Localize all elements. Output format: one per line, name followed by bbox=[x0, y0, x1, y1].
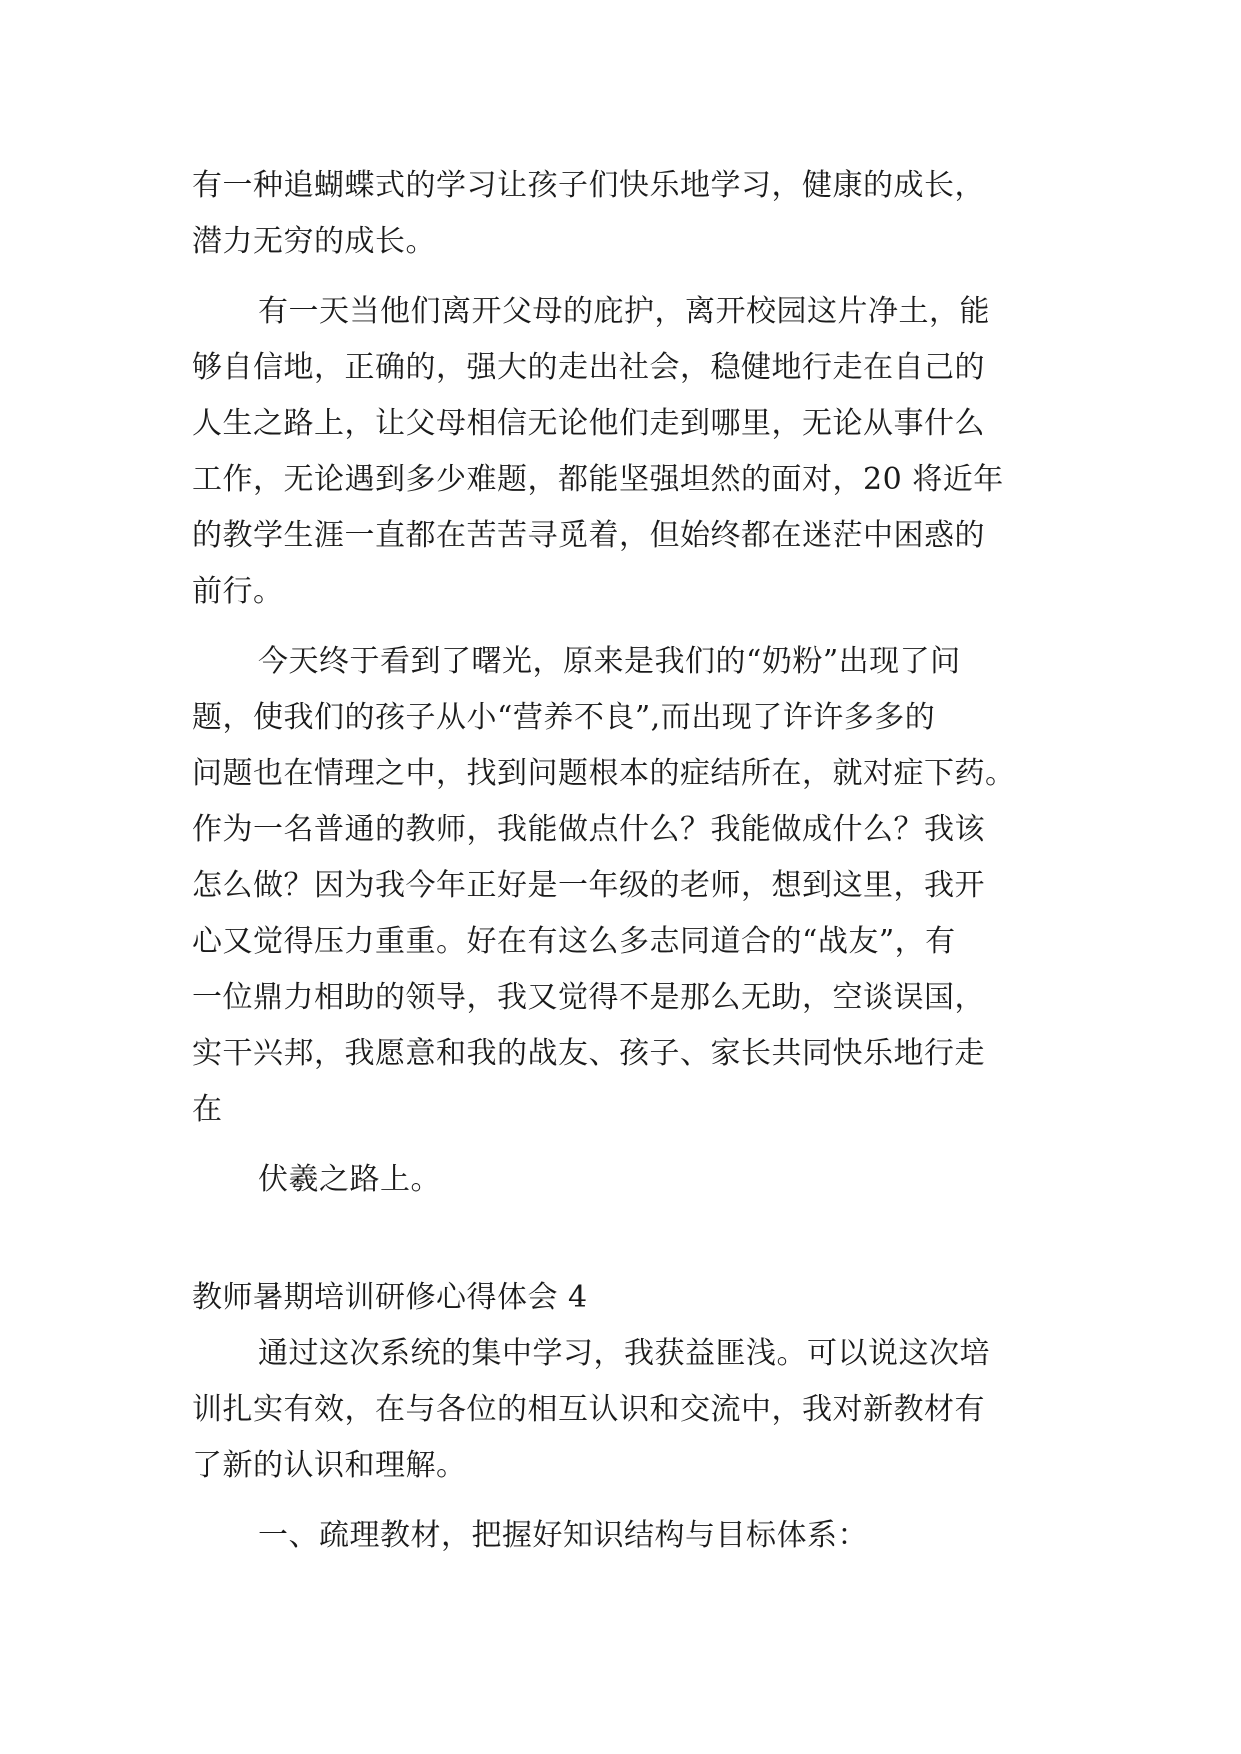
text-line: 一、疏理教材，把握好知识结构与目标体系： bbox=[258, 1518, 868, 1553]
paragraph bbox=[192, 1152, 1054, 1208]
text-line: 实干兴邦，我愿意和我的战友、孩子、家长共同快乐地行走 bbox=[192, 1036, 985, 1071]
text-line: 通过这次系统的集中学习，我获益匪浅。可以说这次培 bbox=[258, 1336, 990, 1371]
text-line: 题，使我们的孩子从小“营养不良”,而出现了许许多多的 bbox=[192, 700, 936, 735]
text-line: 作为一名普通的教师，我能做点什么？我能做成什么？我该 bbox=[192, 812, 985, 847]
text-line: 怎么做？因为我今年正好是一年级的老师，想到这里，我开 bbox=[192, 868, 985, 903]
text-line: 有一种追蝴蝶式的学习让孩子们快乐地学习，健康的成长， bbox=[192, 168, 985, 203]
paragraph bbox=[192, 1326, 1054, 1494]
text-line: 潜力无穷的成长。 bbox=[192, 224, 436, 259]
text-line: 训扎实有效，在与各位的相互认识和交流中，我对新教材有 bbox=[192, 1392, 985, 1427]
text-line: 前行。 bbox=[192, 574, 284, 609]
paragraph bbox=[192, 634, 1054, 1138]
text-line: 心又觉得压力重重。好在有这么多志同道合的“战友”，有 bbox=[192, 924, 956, 959]
section-title: 教师暑期培训研修心得体会 4 bbox=[192, 1280, 588, 1315]
paragraph bbox=[192, 158, 1054, 270]
text-line: 问题也在情理之中，找到问题根本的症结所在，就对症下药。 bbox=[192, 756, 1016, 791]
text-line: 在 bbox=[192, 1092, 223, 1127]
text-line: 有一天当他们离开父母的庇护，离开校园这片净土，能 bbox=[258, 294, 990, 329]
paragraph bbox=[192, 1508, 1054, 1564]
text-line: 够自信地，正确的，强大的走出社会，稳健地行走在自己的 bbox=[192, 350, 985, 385]
text-line: 了新的认识和理解。 bbox=[192, 1448, 467, 1483]
text-line: 今天终于看到了曙光，原来是我们的“奶粉”出现了问 bbox=[258, 644, 961, 679]
text-line: 一位鼎力相助的领导，我又觉得不是那么无助，空谈误国， bbox=[192, 980, 985, 1015]
text-line: 工作，无论遇到多少难题，都能坚强坦然的面对，20 将近年 bbox=[192, 462, 1004, 497]
paragraph bbox=[192, 284, 1054, 620]
document-body bbox=[192, 158, 1054, 1564]
text-line: 人生之路上，让父母相信无论他们走到哪里，无论从事什么 bbox=[192, 406, 985, 441]
text-line: 的教学生涯一直都在苦苦寻觅着，但始终都在迷茫中困惑的 bbox=[192, 518, 985, 553]
text-line: 伏羲之路上。 bbox=[258, 1162, 441, 1197]
